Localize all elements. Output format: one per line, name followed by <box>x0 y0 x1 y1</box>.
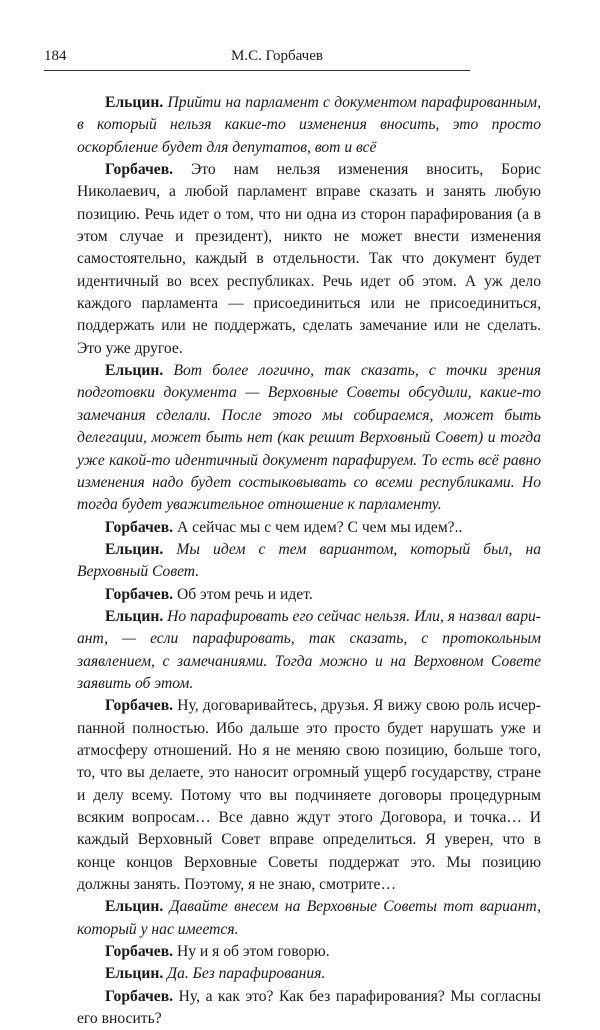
paragraph-gorbachev <box>77 159 541 360</box>
speech-text: Да. Без парафирования. <box>167 965 326 983</box>
speech-text: Ну, а как это? Как без парафирования? Мы согласны его вносить? <box>77 987 541 1028</box>
speech-text: Прийти на парламент с документом парафированным, в который нельзя какие-то изменения вносить, это просто оскорбление будет для депутатов, вот и всё <box>77 94 541 156</box>
speaker-name: Ельцин. <box>105 898 164 916</box>
paragraph-yeltsin <box>77 539 541 584</box>
speaker-name: Горбачев. <box>105 585 174 603</box>
speaker-name: Ельцин. <box>105 965 164 983</box>
paragraph-yeltsin <box>77 92 541 159</box>
paragraph-yeltsin <box>77 360 541 516</box>
speaker-name: Горбачев. <box>105 161 174 179</box>
paragraph-gorbachev <box>77 695 541 896</box>
paragraph-gorbachev <box>77 941 541 963</box>
speaker-name: Горбачев. <box>105 697 174 715</box>
speech-text: Давайте внесем на Верховные Советы тот вариант, который у нас имеется. <box>77 898 541 938</box>
paragraph-yeltsin <box>77 606 541 695</box>
speech-text: Об этом речь и идет. <box>176 585 313 603</box>
paragraph-gorbachev <box>77 986 541 1030</box>
speech-text: Вот более логично, так сказать, с точки зрения подготовки документа — Верховные Советы обсудили, какие-то замечания сделали. После этого мы собираемся, может быть делегации, может быть нет (как решит Верховный Совет) и тогда уже какой-то идентичный документ парафируем. То есть всё равно изменения надо будет состыковывать со всеми республиками. Но тогда будет уважительное отношение к парламенту. <box>77 362 541 514</box>
paragraph-gorbachev <box>77 584 541 606</box>
speech-text: Ну, договаривайтесь, друзья. Я вижу свою роль исчерпанной полностью. Ибо дальше это просто будет нарушать уже и атмосферу отношений. Но я не меняю свою позицию, больше того, то, что вы делаете, это наносит огромный ущерб государству, стране и делу всему. Потому что вы подчиняете договоры процедурным всяким вопросам… Все давно ждут этого Договора, и точка… И каждый Верховный Совет вправе определиться. Я уверен, что в конце концов Верховные Советы поддержат это. Мы позицию должны занять. Поэтому, я не знаю, смотрите… <box>77 697 541 894</box>
speaker-name: Горбачев. <box>105 518 174 536</box>
speaker-name: Ельцин. <box>105 94 164 111</box>
speaker-name: Горбачев. <box>105 987 174 1005</box>
speaker-name: Ельцин. <box>105 607 164 625</box>
paragraph-gorbachev <box>77 517 541 539</box>
speaker-name: Горбачев. <box>105 943 174 961</box>
speech-text: Мы идем с тем вариантом, который был, на Верховный Совет. <box>77 540 541 581</box>
speech-text: Ну и я об этом говорю. <box>176 943 330 961</box>
speech-text: Но парафировать его сейчас нельзя. Или, я назвал вариант, — если парафировать, так сказать, с протокольным заявлением, с замечаниями. Тогда можно и на Верховном Совете заявить об этом. <box>77 607 541 692</box>
speaker-name: Ельцин. <box>105 540 164 558</box>
speech-text: Это нам нельзя изменения вносить, Борис Николаевич, а любой парламент вправе сказать и занять любую позицию. Речь идет о том, что ни одна из сторон парафирования (а в этом случае и президент), никто не может внести изменения самостоятельно, каждый в отдельности. Так что документ будет идентичный во всех республиках. Речь идет об этом. А уж дело каждого парламента — присоединиться или не присоединиться, поддержать или не поддержать, сделать замечание или не сделать. Это уже другое. <box>77 161 541 357</box>
page-header <box>44 46 470 71</box>
transcript-body <box>77 92 541 1030</box>
page-number: 184 <box>44 48 67 64</box>
speech-text: А сейчас мы с чем идем? С чем мы идем?.. <box>176 518 463 536</box>
paragraph-yeltsin <box>77 963 541 985</box>
paragraph-yeltsin <box>77 896 541 941</box>
speaker-name: Ельцин. <box>105 362 164 380</box>
running-title: М.С. Горбачев <box>231 48 323 64</box>
